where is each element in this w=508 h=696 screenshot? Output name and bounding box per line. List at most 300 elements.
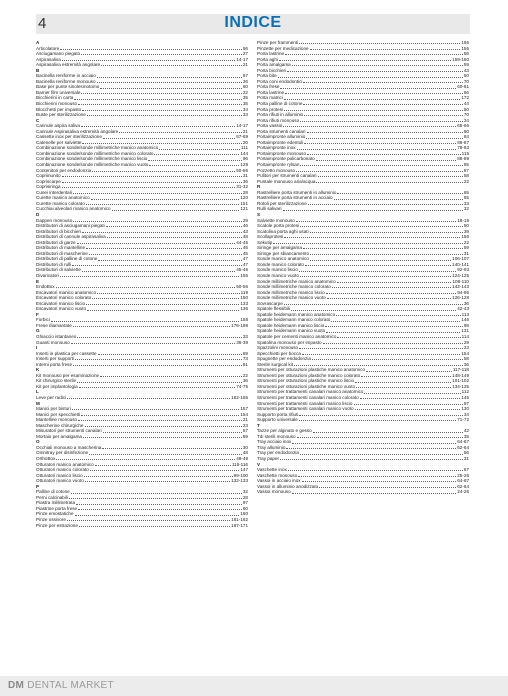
entry-page: 151	[240, 200, 248, 206]
leader-dots	[332, 287, 451, 288]
entry-name: Pinze emostatiche	[36, 511, 74, 517]
entry-page: 146	[461, 317, 469, 323]
entry-name: OrthoBox	[36, 456, 56, 462]
leader-dots	[73, 365, 242, 366]
entry-page: 36	[463, 300, 469, 306]
entry-page: 126-128	[452, 295, 469, 301]
leader-dots	[73, 326, 230, 327]
leader-dots	[81, 415, 239, 416]
entry-name: Escavatori manico colorato	[36, 295, 92, 301]
leader-dots	[284, 99, 461, 100]
entry-page: 20	[242, 139, 248, 145]
entry-name: Spatole heidemann manico colorato	[257, 317, 331, 323]
entry-page: 65-66	[457, 123, 469, 129]
entry-name: Pinzette per medicazione	[257, 45, 309, 51]
entry-name: Articolatore	[36, 45, 60, 51]
entry-name: Specchietti per bocca	[257, 350, 301, 356]
leader-dots	[73, 193, 242, 194]
leader-dots	[81, 54, 242, 55]
entry-page: 43	[463, 67, 469, 73]
entry-page: 60	[242, 84, 248, 90]
leader-dots	[60, 49, 242, 50]
entry-name: EndoBox	[36, 284, 55, 290]
entry-name: Frese diamantate	[36, 322, 72, 328]
entry-page: 140-141	[452, 261, 469, 267]
index-section-letter: V	[257, 461, 261, 467]
leader-dots	[60, 276, 239, 277]
leader-dots	[300, 276, 451, 277]
leader-dots	[297, 149, 457, 150]
index-section-letter: E	[36, 278, 40, 284]
entry-name: Sonde manico liscio	[257, 267, 298, 273]
entry-page: 167-171	[231, 522, 248, 528]
entry-name: Contenitori per endodonzia	[36, 167, 92, 173]
entry-page: 88-89	[457, 156, 469, 162]
leader-dots	[279, 60, 451, 61]
entry-name: Porta amalgama	[257, 62, 291, 68]
entry-name: Escavatori manico anatomico	[36, 289, 97, 295]
leader-dots	[361, 376, 451, 377]
entry-name: Spatolina monouso per impasto	[257, 339, 322, 345]
page-header	[36, 14, 470, 34]
entry-name: Rastrelliere porta strumenti in alluminio	[257, 189, 337, 195]
entry-page: 108-110	[452, 278, 469, 284]
entry-name: Inserti per supporti	[36, 356, 75, 362]
leader-dots	[71, 343, 236, 344]
entry-name: Perni calcinabili	[36, 494, 68, 500]
index-section-letter: S	[257, 211, 261, 217]
leader-dots	[304, 115, 463, 116]
entry-page: 44-45	[236, 239, 248, 245]
index-section-letter: D	[36, 211, 40, 217]
entry-name: Sonde millimetriche manico vuoto	[257, 295, 326, 301]
leader-dots	[82, 110, 242, 111]
leader-dots	[76, 504, 242, 505]
leader-dots	[81, 93, 241, 94]
entry-page: 31	[463, 250, 469, 256]
entry-name: Occhiali monouso a mascherina	[36, 444, 102, 450]
leader-dots	[310, 254, 463, 255]
entry-name: Siringe per sbiancamento	[257, 250, 310, 256]
leader-dots	[83, 437, 242, 438]
entry-page: 119	[240, 289, 248, 295]
entry-page: 133	[240, 300, 248, 306]
entry-page: 86-87	[457, 139, 469, 145]
entry-name: Spatole per cementi manico anatomico	[257, 333, 337, 339]
entry-page: 67-69	[236, 134, 248, 140]
index-section-letter: K	[36, 367, 40, 373]
entry-name: Pozzetto monouso	[257, 167, 296, 173]
entry-name: Scatolina porta aghi usati	[257, 228, 309, 234]
entry-name: Scatole porta protesi	[257, 223, 300, 229]
leader-dots	[284, 237, 460, 238]
leader-dots	[296, 171, 463, 172]
leader-dots	[87, 115, 242, 116]
entry-page: 48-49	[236, 456, 248, 462]
entry-name: Sonde manico colorato	[257, 261, 304, 267]
entry-page: 47	[242, 261, 248, 267]
entry-name: Spugnette per endodonzia	[257, 356, 311, 362]
leader-dots	[67, 398, 230, 399]
entry-page: 59	[242, 433, 248, 439]
entry-name: Pinze per frammenti	[257, 40, 299, 45]
page-footer	[0, 676, 508, 696]
leader-dots	[112, 210, 240, 211]
leader-dots	[299, 348, 463, 349]
entry-page: 25-26	[457, 472, 469, 478]
entry-page: 47	[242, 256, 248, 262]
leader-dots	[299, 43, 460, 44]
entry-page: 26	[242, 78, 248, 84]
entry-page: 61	[242, 361, 248, 367]
leader-dots	[71, 493, 242, 494]
entry-name: Tazze per alginato e gesso	[257, 428, 312, 434]
leader-dots	[159, 149, 240, 150]
entry-name: Porta bicchieri	[257, 67, 287, 73]
entry-name: Copriscarpe	[36, 178, 61, 184]
leader-dots	[62, 60, 235, 61]
entry-name: Distributori di mantelline	[36, 245, 86, 251]
entry-page: 28	[242, 494, 248, 500]
index-column-left	[36, 40, 248, 528]
entry-name: Portaimpronte alluminio	[257, 134, 306, 140]
leader-dots	[337, 337, 460, 338]
entry-name: Piastrine porta frese	[36, 505, 78, 511]
leader-dots	[288, 470, 463, 471]
entry-name: Aspirasaliva	[36, 56, 61, 62]
leader-dots	[292, 65, 463, 66]
leader-dots	[312, 359, 463, 360]
logo-mark: DM	[8, 680, 25, 691]
entry-name: Guanti monouso	[36, 339, 70, 345]
entry-name: Mortaio per amalgama	[36, 433, 82, 439]
leader-dots	[336, 315, 461, 316]
entry-page: 22	[242, 89, 248, 95]
leader-dots	[78, 420, 242, 421]
leader-dots	[100, 376, 242, 377]
entry-page: 134-135	[452, 383, 469, 389]
entry-page: 87	[463, 167, 469, 173]
leader-dots	[302, 354, 460, 355]
leader-dots	[307, 154, 461, 155]
leader-dots	[69, 498, 242, 499]
entry-name: Salviette monouso	[257, 217, 295, 223]
entry-page: 22	[463, 178, 469, 184]
entry-name: Omnitray per disinfezione	[36, 450, 89, 456]
leader-dots	[86, 304, 239, 305]
leader-dots	[354, 404, 463, 405]
entry-name: Dappen monouso	[36, 217, 73, 223]
entry-name: Siringe per amalgama	[257, 245, 302, 251]
entry-name: Otturatori manico anatomico	[36, 461, 94, 467]
entry-page: 32	[242, 489, 248, 495]
entry-name: Sonde millimetriche manico anatomico	[257, 278, 336, 284]
leader-dots	[107, 237, 242, 238]
leader-dots	[81, 126, 235, 127]
entry-page: 35	[463, 433, 469, 439]
entry-page: 50	[463, 223, 469, 229]
entry-name: Distributori di cannule aspirasaliva	[36, 234, 106, 240]
entry-name: Bacinella reniforme monouso	[36, 78, 96, 84]
entry-name: Inserti in plastica per cassette	[36, 350, 97, 356]
leader-dots	[283, 126, 456, 127]
leader-dots	[316, 182, 462, 183]
entry-name: Rulli salivari	[257, 206, 282, 212]
entry-name: Catenelle per salviette	[36, 139, 82, 145]
entry-page: 34	[463, 411, 469, 417]
entry-name: Strumenti per otturazioni plastiche manico liscio	[257, 378, 355, 384]
entry-page: 70	[463, 112, 469, 118]
leader-dots	[62, 182, 242, 183]
leader-dots	[280, 88, 456, 89]
entry-page: 101-102	[452, 378, 469, 384]
index-section-letter: P	[36, 483, 40, 489]
entry-page: 142-143	[452, 284, 469, 290]
leader-dots	[296, 221, 456, 222]
entry-page: 42	[463, 428, 469, 434]
leader-dots	[82, 143, 241, 144]
leader-dots	[273, 243, 463, 244]
leader-dots	[89, 254, 242, 255]
leader-dots	[326, 293, 457, 294]
leader-dots	[310, 49, 461, 50]
index-section-letter: F	[36, 311, 39, 317]
leader-dots	[327, 298, 451, 299]
leader-dots	[284, 304, 463, 305]
entry-name: Base per punte sinolesmotomo	[36, 84, 100, 90]
entry-name: Porta rifiuti monouso	[257, 117, 300, 123]
entry-page: 45	[242, 250, 248, 256]
leader-dots	[56, 459, 235, 460]
entry-page: 32	[463, 206, 469, 212]
entry-name: Strumenti per trattamenti canalari manico liscio	[257, 400, 353, 406]
leader-dots	[355, 382, 451, 383]
entry-name: Strumenti per trattamenti canalari manico anatomico	[257, 389, 364, 395]
entry-name: Porta lastrine	[257, 51, 285, 57]
entry-name: Sonde millimetriche manico liscio	[257, 289, 325, 295]
entry-page: 98	[463, 322, 469, 328]
entry-page: 113	[461, 311, 469, 317]
entry-name: Ghiaccio istantaneo	[36, 333, 77, 339]
entry-name: Blocchetti per impasto	[36, 106, 82, 112]
entry-page: 18-19	[457, 217, 469, 223]
entry-name: Porta frese	[257, 84, 280, 90]
entry-page: 154	[461, 350, 469, 356]
index-entry	[36, 523, 248, 529]
index-section-letter: T	[257, 422, 260, 428]
entry-page: 50	[463, 106, 469, 112]
entry-name: Escavatori manico liscio	[36, 300, 86, 306]
leader-dots	[73, 221, 242, 222]
entry-name: Spatole heidemann manico liscio	[257, 322, 325, 328]
leader-dots	[62, 176, 242, 177]
entry-page: 29	[463, 339, 469, 345]
entry-page: 64-67	[457, 439, 469, 445]
entry-page: 97	[463, 400, 469, 406]
entry-page: 56	[463, 450, 469, 456]
entry-name: Sterile surgical kit	[257, 361, 293, 367]
entry-page: 50	[463, 73, 469, 79]
entry-page: 62-64	[457, 444, 469, 450]
entry-page: 156	[461, 234, 469, 240]
entry-page: 162-165	[231, 395, 248, 400]
entry-name: Tray paper	[257, 456, 280, 462]
entry-page: 30	[242, 444, 248, 450]
leader-dots	[313, 432, 463, 433]
entry-name: Strumenti per otturazioni plastiche manico colorato	[257, 372, 361, 378]
entry-page: 156	[461, 45, 469, 51]
leader-dots	[299, 415, 463, 416]
entry-name: Buste per sterilizzazione	[36, 112, 86, 118]
entry-name: Manici per bisturi	[36, 406, 71, 412]
entry-page: 31	[242, 173, 248, 179]
entry-page: 115	[461, 150, 469, 156]
entry-page: 34	[242, 106, 248, 112]
leader-dots	[97, 82, 242, 83]
entry-page: 73	[242, 356, 248, 362]
entry-name: Manici per specchietti	[36, 411, 81, 417]
entry-page: 31-32	[236, 184, 248, 190]
leader-dots	[306, 138, 463, 139]
entry-page: 60	[242, 505, 248, 511]
entry-page: 147	[240, 467, 248, 473]
leader-dots	[103, 432, 242, 433]
leader-dots	[98, 354, 242, 355]
entry-page: 96	[242, 156, 248, 162]
leader-dots	[297, 437, 463, 438]
entry-name: Tdi sterili monouso	[257, 433, 296, 439]
entry-name: Kit chirurgico sterile	[36, 378, 77, 384]
entry-page: 50-56	[236, 284, 248, 290]
leader-dots	[77, 243, 236, 244]
leader-dots	[286, 448, 456, 449]
entry-page: 58	[463, 356, 469, 362]
entry-page: 46	[242, 223, 248, 229]
leader-dots	[77, 337, 242, 338]
entry-name: Aspirasaliva estremità angolare	[36, 62, 101, 68]
entry-page: 22	[463, 239, 469, 245]
leader-dots	[360, 398, 461, 399]
entry-page: 176-198	[231, 322, 248, 328]
leader-dots	[298, 476, 456, 477]
entry-page: 34	[463, 117, 469, 123]
entry-page: 70	[463, 78, 469, 84]
entry-page: 27	[242, 51, 248, 57]
leader-dots	[77, 382, 242, 383]
leader-dots	[283, 210, 463, 211]
entry-page: 33	[463, 200, 469, 206]
entry-page: 60	[463, 128, 469, 134]
leader-dots	[97, 293, 240, 294]
entry-page: 56	[463, 51, 469, 57]
entry-page: 28	[242, 189, 248, 195]
leader-dots	[102, 448, 242, 449]
leader-dots	[303, 82, 462, 83]
leader-dots	[334, 199, 463, 200]
leader-dots	[56, 287, 236, 288]
entry-page: 62-64	[457, 483, 469, 489]
entry-page: 121	[240, 206, 248, 212]
entry-page: 155	[240, 272, 248, 278]
leader-dots	[319, 487, 456, 488]
entry-name: Vassoi monouso	[257, 489, 291, 495]
entry-page: 112	[461, 389, 469, 395]
entry-page: 59	[463, 62, 469, 68]
leader-dots	[366, 371, 452, 372]
entry-page: 46	[242, 245, 248, 251]
entry-page: 148-149	[452, 372, 469, 378]
entry-name: Porta bite	[257, 73, 277, 79]
leader-dots	[98, 260, 242, 261]
entry-name: Barrier film universale	[36, 89, 81, 95]
entry-page: 158	[240, 317, 248, 323]
leader-dots	[285, 54, 463, 55]
entry-page: 69	[242, 350, 248, 356]
entry-page: 21	[242, 62, 248, 68]
entry-name: Kit monouso per esaminazione	[36, 372, 100, 378]
leader-dots	[119, 132, 242, 133]
leader-dots	[300, 165, 462, 166]
leader-dots	[62, 187, 236, 188]
entry-name: Porta coni endodontici	[257, 78, 303, 84]
entry-name: Cannule aspira saliva	[36, 123, 80, 129]
entry-name: Cassette inox per sterilizzazione	[36, 134, 102, 140]
entry-page: 111	[241, 145, 248, 151]
entry-page: 23	[463, 345, 469, 351]
page-number: 4	[38, 15, 47, 32]
leader-dots	[325, 326, 463, 327]
entry-page: 35	[242, 101, 248, 107]
leader-dots	[67, 520, 230, 521]
entry-name: Portaimpronte policarbonato	[257, 156, 315, 162]
leader-dots	[331, 321, 460, 322]
entry-page: 44	[463, 101, 469, 107]
entry-page: 67	[242, 73, 248, 79]
leader-dots	[318, 176, 463, 177]
entry-name: Portaimpronte inox	[257, 145, 296, 151]
leader-dots	[79, 387, 236, 388]
entry-name: Cannule Aspirasaliva estremità angolare	[36, 128, 119, 134]
entry-page: 58	[463, 173, 469, 179]
entry-name: Porta vassoi	[257, 123, 283, 129]
index-section-letter: A	[36, 40, 40, 45]
entry-name: Distributori di asciugamani piegati	[36, 223, 105, 229]
entry-name: Rotoli per sterilizzazione	[257, 200, 307, 206]
entry-name: Supporto universale	[257, 417, 298, 423]
leader-dots	[300, 454, 463, 455]
leader-dots	[310, 232, 463, 233]
entry-page: 132-133	[231, 478, 248, 484]
entry-page: 48	[242, 450, 248, 456]
entry-page: 129	[240, 162, 248, 168]
entry-page: 84	[463, 134, 469, 140]
entry-name: Pulitori per strumenti canalari	[257, 173, 317, 179]
entry-name: Otturatori manico colorato	[36, 467, 89, 473]
index-section-letter: C	[36, 117, 40, 123]
entry-page: 14-17	[236, 123, 248, 129]
entry-page: 59	[463, 245, 469, 251]
leader-dots	[85, 426, 242, 427]
entry-name: Kit per implantologia	[36, 383, 78, 389]
leader-dots	[292, 493, 457, 494]
leader-dots	[355, 409, 461, 410]
entry-name: Mascherine chirurgiche	[36, 422, 84, 428]
entry-name: Distributori di bicchieri	[36, 228, 81, 234]
entry-page: 97	[242, 500, 248, 506]
entry-page: 74-75	[236, 383, 248, 389]
entry-name: Asciugamano piegato	[36, 51, 81, 57]
entry-name: Combinazione sonde/sonde millimetriche manico colorato	[36, 150, 154, 156]
